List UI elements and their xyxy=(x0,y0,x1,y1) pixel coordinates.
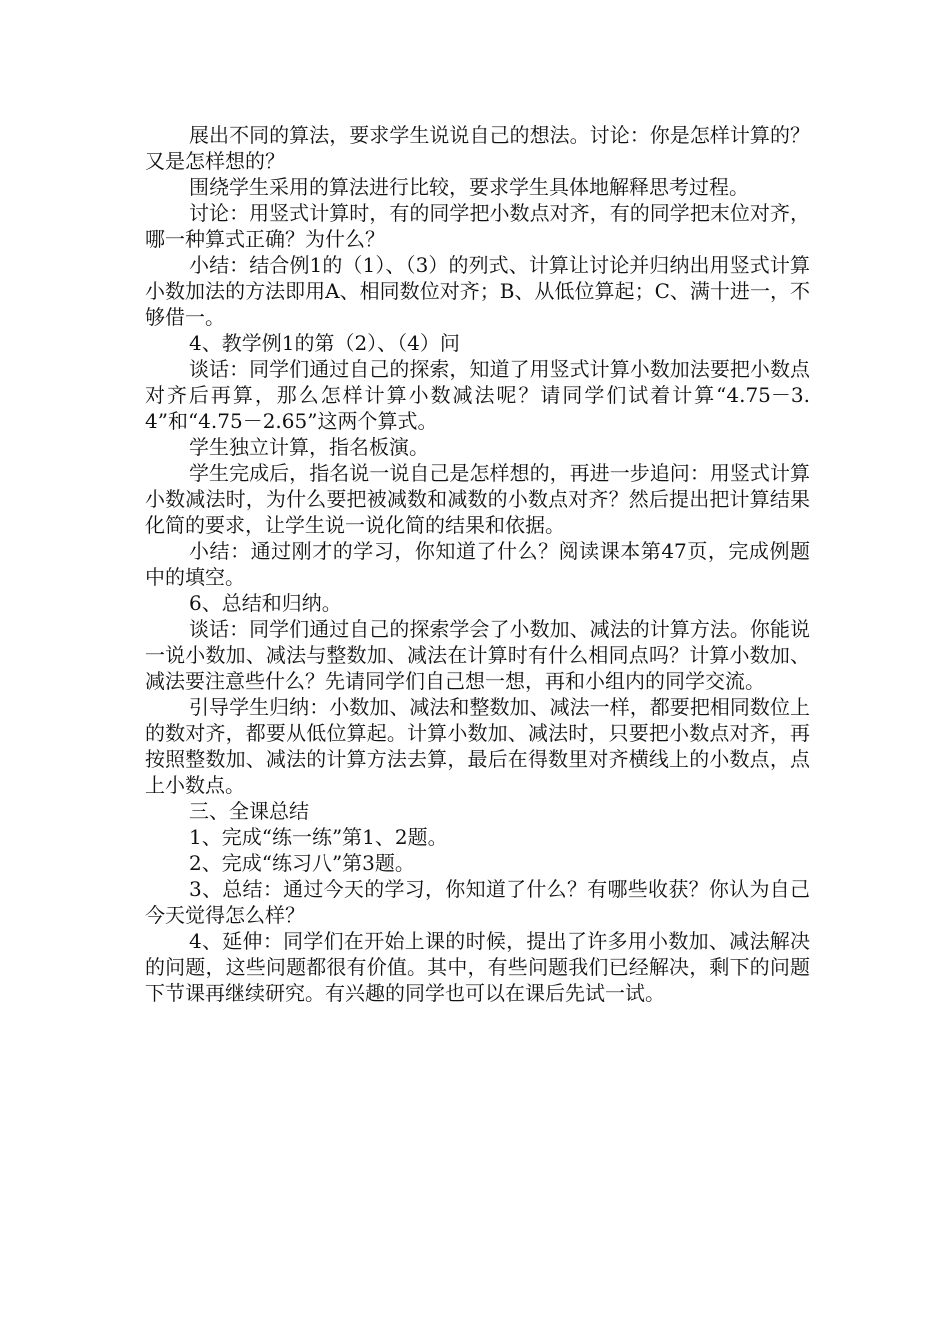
paragraph: 学生独立计算，指名板演。 xyxy=(189,435,429,459)
paragraph: 4、延伸：同学们在开始上课的时候，提出了许多用小数加、减法解决的问题，这些问题都很有价值。其中，有些问题我们已经解决，剩下的问题下节课再继续研究。有兴趣的同学也可以在课后先试一试。 xyxy=(145,929,810,1005)
paragraph: 2、完成“练习八”第3题。 xyxy=(189,851,415,875)
paragraph: 3、总结：通过今天的学习，你知道了什么？有哪些收获？你认为自己今天觉得怎么样？ xyxy=(145,877,810,927)
section-heading: 三、全课总结 xyxy=(189,799,309,823)
paragraph: 展出不同的算法，要求学生说说自己的想法。讨论：你是怎样计算的？又是怎样想的？ xyxy=(145,123,810,173)
paragraph: 谈话：同学们通过自己的探索，知道了用竖式计算小数加法要把小数点对齐后再算，那么怎样计算小数减法呢？请同学们试着计算“4.75－3.4”和“4.75－2.65”这两个算式。 xyxy=(145,357,810,433)
paragraph: 4、教学例1的第（2）、（4）问 xyxy=(189,331,460,355)
paragraph: 1、完成“练一练”第1、2题。 xyxy=(189,825,448,849)
paragraph: 学生完成后，指名说一说自己是怎样想的，再进一步追问：用竖式计算小数减法时，为什么要把被减数和减数的小数点对齐？然后提出把计算结果化简的要求，让学生说一说化简的结果和依据。 xyxy=(145,461,810,537)
paragraph: 讨论：用竖式计算时，有的同学把小数点对齐，有的同学把末位对齐，哪一种算式正确？为什么？ xyxy=(145,201,810,251)
paragraph: 谈话：同学们通过自己的探索学会了小数加、减法的计算方法。你能说一说小数加、减法与整数加、减法在计算时有什么相同点吗？计算小数加、减法要注意些什么？先请同学们自己想一想，再和小组内的同学交流。 xyxy=(145,617,810,693)
paragraph: 小结：结合例1的（1）、（3）的列式、计算让讨论并归纳出用竖式计算小数加法的方法即用A、相同数位对齐；B、从低位算起；C、满十进一，不够借一。 xyxy=(145,253,810,329)
paragraph: 引导学生归纳：小数加、减法和整数加、减法一样，都要把相同数位上的数对齐，都要从低位算起。计算小数加、减法时，只要把小数点对齐，再按照整数加、减法的计算方法去算，最后在得数里对齐横线上的小数点，点上小数点。 xyxy=(145,695,810,797)
paragraph: 6、总结和归纳。 xyxy=(189,591,342,615)
document-body xyxy=(145,122,810,1006)
paragraph: 围绕学生采用的算法进行比较，要求学生具体地解释思考过程。 xyxy=(189,175,749,199)
paragraph: 小结：通过刚才的学习，你知道了什么？阅读课本第47页，完成例题中的填空。 xyxy=(145,539,810,589)
